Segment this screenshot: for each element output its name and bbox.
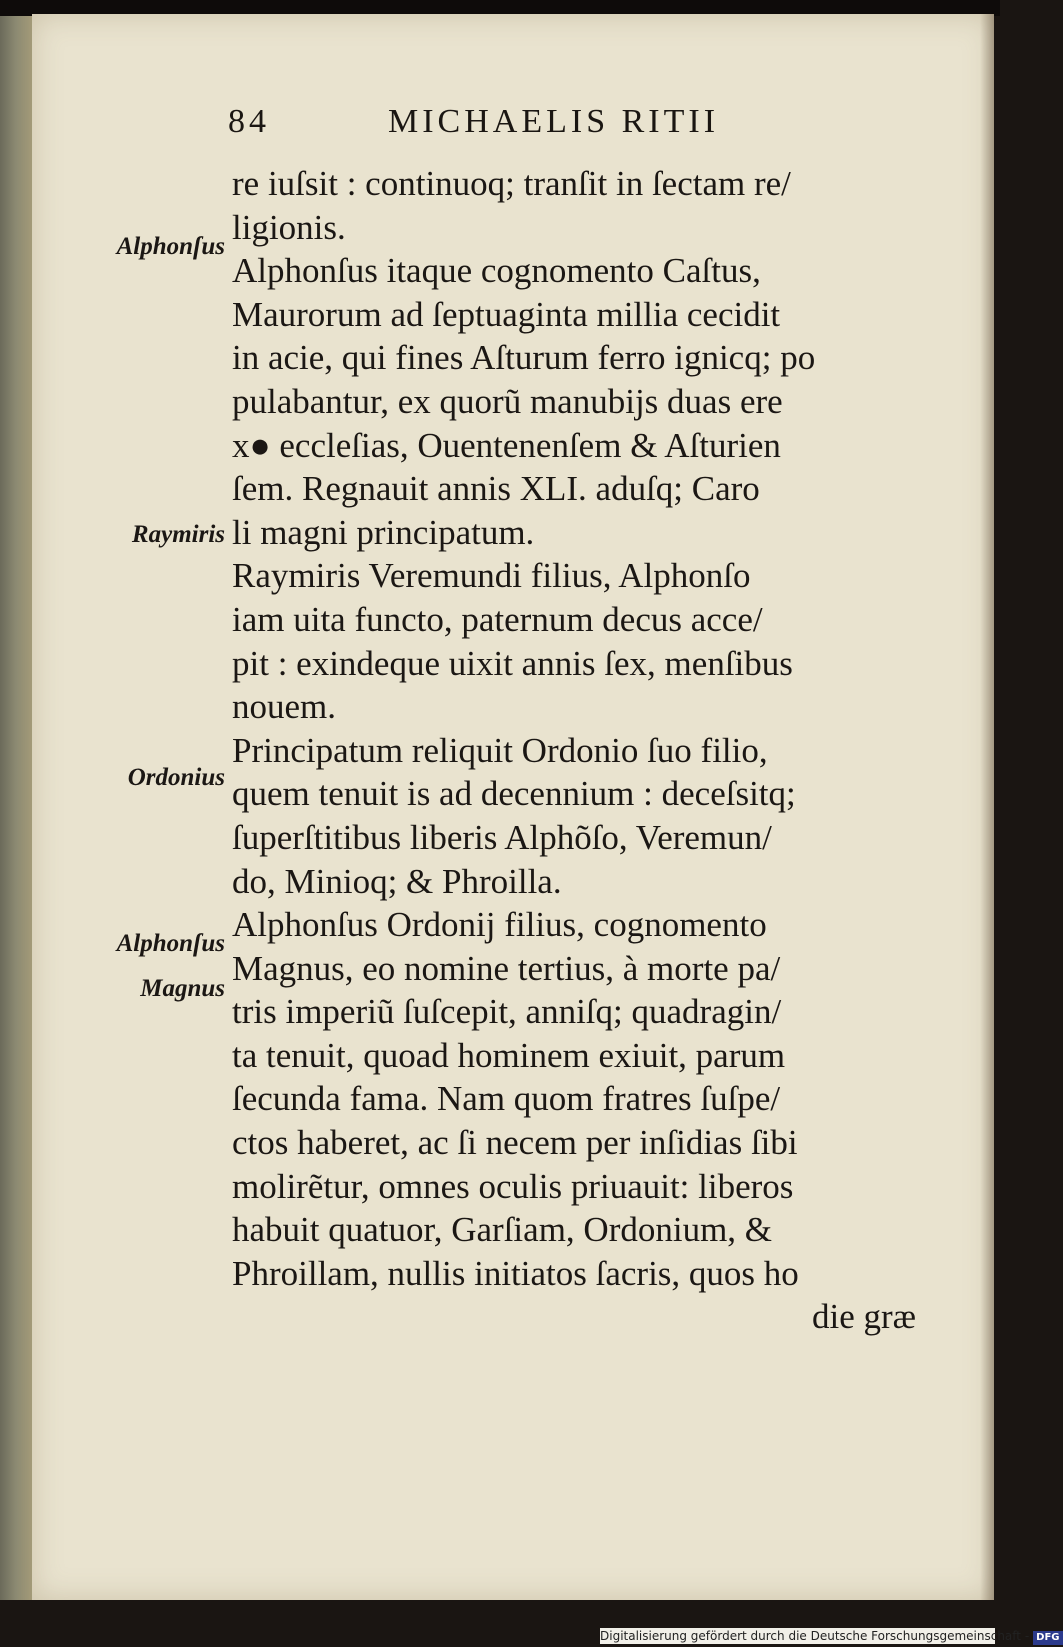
text-line: habuit quatuor, Garſiam, Ordonium, & — [232, 1210, 773, 1250]
text-line: pulabantur, ex quorũ manubijs duas ere — [232, 381, 783, 421]
text-line: Principatum reliquit Ordonio ſuo filio, — [232, 730, 768, 770]
text-line: iam uita functo, paternum decus acce/ — [232, 599, 763, 639]
text-line: do, Minioq; & Phroilla. — [232, 861, 562, 901]
running-head — [228, 103, 828, 143]
running-head-title: MICHAELIS RITII — [388, 103, 720, 140]
text-line: ſecunda fama. Nam quom fratres ſuſpe/ — [232, 1079, 781, 1119]
text-line: ta tenuit, quoad hominem exiuit, parum — [232, 1035, 786, 1075]
text-line: Alphonſus itaque cognomento Caſtus, — [232, 251, 761, 291]
margin-note-ordonius: Ordonius — [127, 764, 225, 791]
catchword: die græ — [811, 1297, 916, 1337]
text-line: ctos haberet, ac ſi necem per inſidias ſibi — [232, 1123, 798, 1163]
main-text — [232, 162, 922, 1339]
text-line: ligionis. — [232, 207, 346, 247]
dfg-logo: DFG — [1033, 1631, 1062, 1645]
margin-note-magnus: Magnus — [140, 975, 225, 1002]
text-line: x● eccleſias, Ouentenenſem & Aſturien — [232, 425, 781, 465]
text-line: ſuperſtitibus liberis Alphõſo, Veremun/ — [232, 817, 772, 857]
scan-bottom-border — [0, 1600, 1000, 1630]
text-line: pit : exindeque uixit annis ſex, menſibus — [232, 643, 793, 683]
text-line: li magni principatum. — [232, 512, 535, 552]
text-line: Magnus, eo nomine tertius, à morte pa/ — [232, 948, 781, 988]
text-line: re iuſsit : continuoq; tranſit in ſectam re/ — [232, 164, 791, 203]
credit-text: Digitalisierung gefördert durch die Deutsche Forschungsgemeinschaft - — [600, 1629, 1030, 1643]
margin-note-alphonsus: Alphonſus — [116, 233, 225, 260]
text-line: in acie, qui fines Aſturum ferro ignicq; po — [232, 338, 816, 378]
text-line: Maurorum ad ſeptuaginta millia cecidit — [232, 294, 781, 334]
text-line: quem tenuit is ad decennium : deceſsitq; — [232, 774, 796, 814]
text-line: Raymiris Veremundi filius, Alphonſo — [232, 556, 751, 596]
digitization-credit — [600, 1628, 1060, 1644]
text-line: Alphonſus Ordonij filius, cognomento — [232, 905, 767, 945]
margin-note-alphonsus-2: Alphonſus — [116, 930, 225, 957]
page-number: 84 — [228, 103, 270, 140]
text-line: molirẽtur, omnes oculis priuauit: liberos — [232, 1166, 794, 1206]
text-line: Phroillam, nullis initiatos ſacris, quos ho — [232, 1253, 799, 1293]
text-line: ſem. Regnauit annis XLI. aduſq; Caro — [232, 469, 760, 509]
text-line: nouem. — [232, 687, 337, 727]
margin-note-raymiris: Raymiris — [131, 521, 225, 548]
page-gutter-shadow — [980, 14, 994, 1600]
text-line: tris imperiũ ſuſcepit, anniſq; quadragin/ — [232, 992, 782, 1032]
